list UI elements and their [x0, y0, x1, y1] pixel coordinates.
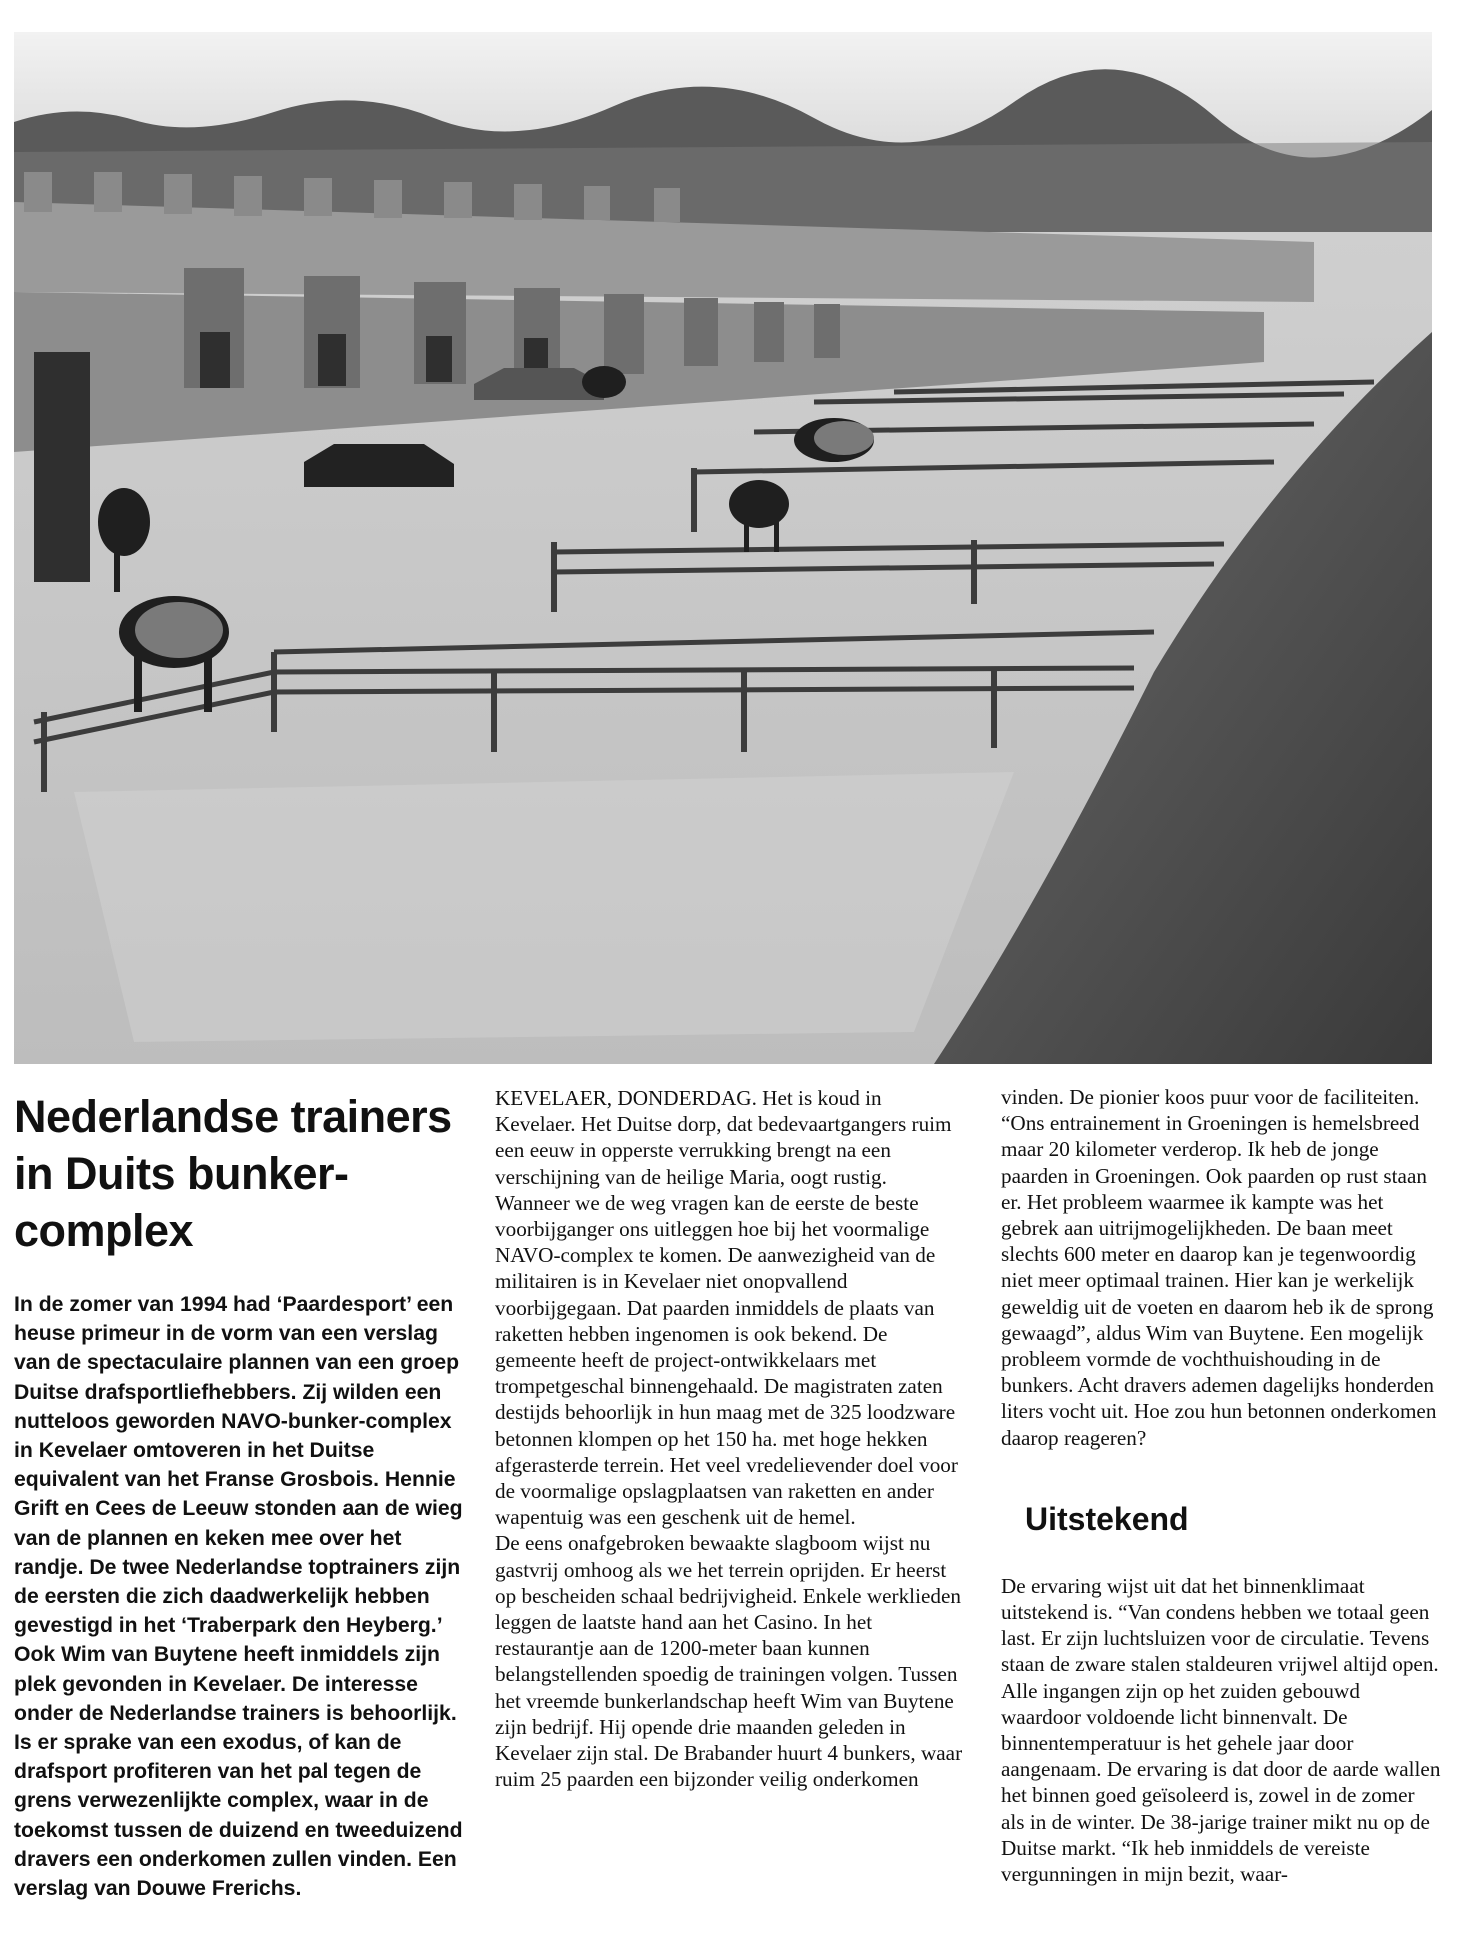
column3-paragraph-2: De ervaring wijst uit dat het binnenklimaat uitstekend is. “Van condens hebben we totaal geen last. Er zijn luchtsluizen voor de circulatie. Tevens staan de zware stalen staldeuren vrijwel altijd open. Alle ingangen zijn op het zuiden gebouwd waardoor voldoende licht binnenvalt. De binnentemperatuur is het gehele jaar door aangenaam. De ervaring is dat door de aarde wallen het binnen goed geïsoleerd is, zowel in de zomer als in de winter. De 38-jarige trainer mikt nu op de Duitse markt. “Ik heb inmiddels de vereiste vergunningen in mijn bezit, waar-	[1001, 1573, 1441, 1887]
column3-paragraph-1: vinden. De pionier koos puur voor de faciliteiten. “Ons entrainement in Groeningen is hemelsbreed maar 20 kilometer verderop. Ik heb de jonge paarden in Groeningen. Ook paarden op rust staan er. Het probleem waarmee ik kampte was het gebrek aan uitrijmogelijkheden. De baan meet slechts 600 meter en daarop kan je tegenwoordig niet meer optimaal trainen. Hier kan je werkelijk geweldig uit de voeten en daarom heb ik de sprong gewaagd”, aldus Wim van Buytene. Een mogelijk probleem vormde de vochthuishouding in de bunkers. Acht dravers ademen dagelijks honderden liters vocht uit. Hoe zou hun betonnen onderkomen daarop reageren?	[1001, 1085, 1437, 1450]
bunker-complex-photo	[14, 32, 1432, 1064]
column2-paragraph-2: De eens onafgebroken bewaakte slagboom wijst nu gastvrij omhoog als we het terrein oprijden. Er heerst op bescheiden schaal bedrijvigheid. Enkele werklieden leggen de laatste hand aan het Casino. In het restaurantje aan de 1200-meter baan kunnen belangstellenden spoedig de trainingen volgen. Tussen het vreemde bunkerlandschap heeft Wim van Buytene zijn bedrijf. Hij opende drie maanden geleden in Kevelaer zijn stal. De Brabander huurt 4 bunkers, waar ruim 25 paarden een bijzonder veilig onderkomen	[495, 1531, 963, 1792]
article-column-3	[1001, 1084, 1441, 1887]
section-subheading: Uitstekend	[1025, 1500, 1189, 1537]
article-column-2	[495, 1085, 963, 1792]
column2-paragraph-1: KEVELAER, DONDERDAG. Het is koud in Kevelaer. Het Duitse dorp, dat bedevaartgangers ruim een eeuw in opperste verrukking brengt na een verschijning van de heilige Maria, oogt rustig. Wanneer we de weg vragen kan de eerste de beste voorbijganger ons uitleggen hoe bij het voormalige NAVO-complex te komen. De aanwezigheid van de militairen is in Kevelaer niet onopvallend voorbijgegaan. Dat paarden inmiddels de plaats van raketten hebben ingenomen is ook bekend. De gemeente heeft de project-ontwikkelaars met trompetgeschal binnengehaald. De magistraten zaten destijds behoorlijk in hun maag met de 325 loodzware betonnen klompen op het 150 ha. met hoge hekken afgerasterde terrein. Het veel vredelievender doel voor de voormalige opslagplaatsen van raketten en ander wapentuig was een geschenk uit de hemel.	[495, 1086, 958, 1530]
article-headline: Nederlandse trainers in Duits bunker-complex	[14, 1091, 452, 1256]
article-lead: In de zomer van 1994 had ‘Paardesport’ een heuse primeur in de vorm van een verslag van de spectaculaire plannen van een groep Duitse drafsportliefhebbers. Zij wilden een nutteloos geworden NAVO-bunker-complex in Kevelaer omtoveren in het Duitse equivalent van het Franse Grosbois. Hennie Grift en Cees de Leeuw stonden aan de wieg van de plannen en keken mee over het randje. De twee Nederlandse toptrainers zijn de eersten die zich daadwerkelijk hebben gevestigd in het ‘Traberpark den Heyberg.’ Ook Wim van Buytene heeft inmiddels zijn plek gevonden in Kevelaer. De interesse onder de Nederlandse trainers is behoorlijk. Is er sprake van een exodus, of kan de drafsport profiteren van het pal tegen de grens verwezenlijkte complex, waar in de toekomst tussen de duizend en tweeduizend dravers een onderkomen zullen vinden. Een verslag van Douwe Frerichs.	[14, 1293, 463, 1901]
